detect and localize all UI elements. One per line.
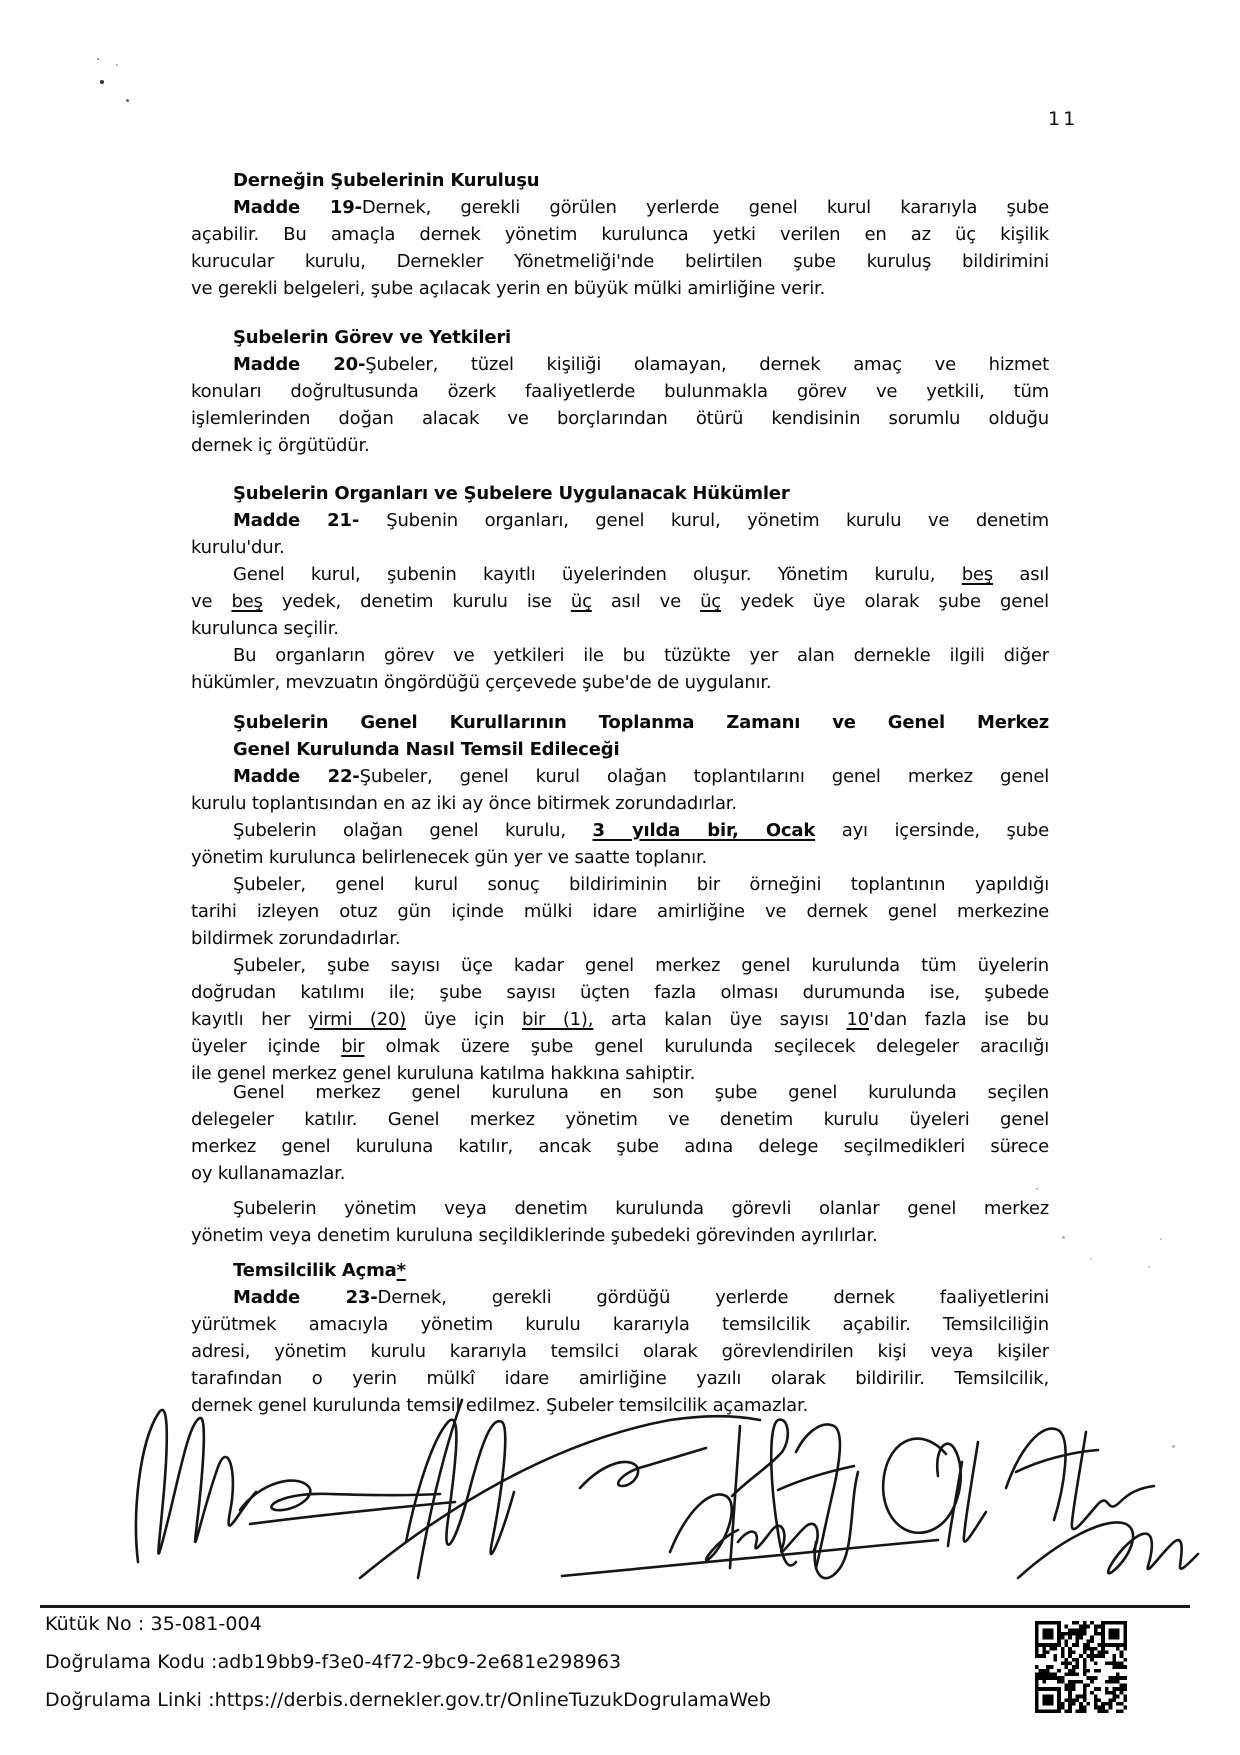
paragraph-gorevden-ayrilma: Şubelerin yönetim veya denetim kurulunda görevli olanlar genel merkez yönetim veya denetim kuruluna seçildiklerinde şubedeki görevinden ayrılırlar. [191, 1198, 1049, 1246]
scan-speck [116, 64, 118, 66]
signature-stroke [562, 1540, 938, 1576]
signature-stroke [670, 1494, 818, 1560]
paragraph-madde-23: Madde 23-Dernek, gerekli gördüğü yerlerde dernek faaliyetlerini yürütmek amacıyla yönetim kurulu kararıyla temsilcilik açabilir. Temsilciliğin adresi, yönetim kurulu kararıyla temsilci olarak görevlendirilen kişi veya kişiler tarafından o yerin mülkî idare amirliğine yazılı olarak bildirilir. Temsilcilik, dernek genel kurulunda temsil edilmez. Şubeler temsilcilik açamazlar. [191, 1287, 1049, 1416]
signature-stroke [406, 1400, 514, 1578]
footer-divider [40, 1605, 1190, 1608]
scan-speck [1090, 1258, 1092, 1260]
paragraph-genel-kurul-uyeler: Genel kurul, şubenin kayıtlı üyelerinden oluşur. Yönetim kurulu, beş asıl ve beş yedek, denetim kurulu ise üç asıl ve üç yedek üye olarak şube genel kurulunca seçilir. [191, 564, 1049, 639]
scan-speck [100, 80, 104, 84]
paragraph-delege-hesabi: Şubeler, şube sayısı üçe kadar genel merkez genel kurulunda tüm üyelerin doğrudan katılımı ile; şube sayısı üçten fazla olması durumunda ise, şubede kayıtlı her yirmi (20) üye için bir (1), arta kalan üye sayısı 10'dan fazla ise bu üyeler içinde bir olmak üzere şube genel kurulunda seçilecek delegeler aracılığı ile genel merkez genel kuruluna katılma hakkına sahiptir. [191, 955, 1049, 1084]
heading-subelerin-genel-kurullari: Şubelerin Genel Kurullarının Toplanma Zamanı ve Genel Merkez Genel Kurulunda Nasıl Temsil Edileceği [233, 712, 1049, 760]
footer-dogrulama-linki: Doğrulama Linki :https://derbis.dernekler.gov.tr/OnlineTuzukDogrulamaWeb [45, 1689, 771, 1711]
heading-subelerin-organlari: Şubelerin Organları ve Şubelere Uygulanacak Hükümler [233, 483, 790, 504]
paragraph-madde-20: Madde 20-Şubeler, tüzel kişiliği olamayan, dernek amaç ve hizmet konuları doğrultusunda özerk faaliyetlerde bulunmakla görev ve yetkili, tüm işlemlerinden doğan alacak ve borçlarından ötürü kendisinin sorumlu olduğu dernek iç örgütüdür. [191, 354, 1049, 456]
scan-speck [1160, 1238, 1162, 1240]
signatures-block [110, 1392, 1210, 1592]
paragraph-madde-19: Madde 19-Dernek, gerekli görülen yerlerde genel kurul kararıyla şube açabilir. Bu amaçla dernek yönetim kurulunca yetki verilen en az üç kişilik kurucular kurulu, Dernekler Yönetmeliği'nde belirtilen şube kuruluş bildirimini ve gerekli belgeleri, şube açılacak yerin en büyük mülki amirliğine verir. [191, 197, 1049, 299]
document-body [191, 167, 1049, 1419]
scan-speck [1172, 1445, 1175, 1448]
paragraph-sonuc-bildirimi: Şubeler, genel kurul sonuç bildiriminin bir örneğini toplantının yapıldığı tarihi izleyen otuz gün içinde mülki idare amirliğine ve dernek genel merkezine bildirmek zorundadırlar. [191, 874, 1049, 949]
signature-stroke [360, 1416, 760, 1578]
heading-temsilcilik-acma: Temsilcilik Açma* [233, 1260, 406, 1281]
scan-speck [1148, 1266, 1150, 1268]
signature-stroke [136, 1410, 256, 1562]
signature-stroke [240, 1481, 440, 1511]
paragraph-madde-21: Madde 21- Şubenin organları, genel kurul, yönetim kurulu ve denetim kurulu'dur. [191, 510, 1049, 558]
signature-stroke [250, 1502, 455, 1524]
signature-stroke [815, 1472, 858, 1578]
signature-stroke [1006, 1429, 1154, 1530]
paragraph-bu-organlarin: Bu organların görev ve yetkileri ile bu tüzükte yer alan dernekle ilgili diğer hükümler, mevzuatın öngördüğü çerçevede şube'de de uygulanır. [191, 645, 1049, 693]
heading-dernegin-subelerinin-kurulusu: Derneğin Şubelerinin Kuruluşu [233, 170, 540, 191]
scan-speck [1036, 1188, 1038, 1190]
scan-speck [1010, 1146, 1013, 1149]
signature-stroke [883, 1439, 986, 1546]
paragraph-olagan-genel-kurul: Şubelerin olağan genel kurulu, 3 yılda bir, Ocak ayı içersinde, şube yönetim kurulunca belirlenecek gün yer ve saatte toplanır. [191, 820, 1049, 868]
heading-subelerin-gorev-ve-yetkileri: Şubelerin Görev ve Yetkileri [233, 327, 511, 348]
page-number: 11 [1048, 108, 1079, 130]
scan-speck [126, 99, 129, 102]
signature-stroke [778, 1424, 854, 1568]
footer-dogrulama-kodu: Doğrulama Kodu :adb19bb9-f3e0-4f72-9bc9-2e681e298963 [45, 1651, 622, 1673]
paragraph-madde-22: Madde 22-Şubeler, genel kurul olağan toplantılarını genel merkez genel kurulu toplantısından en az iki ay önce bitirmek zorundadırlar. [191, 766, 1049, 814]
qr-code [1035, 1621, 1127, 1713]
scan-speck [97, 58, 99, 60]
signature-stroke [730, 1420, 796, 1568]
signature-stroke [580, 1448, 706, 1488]
scan-speck [1062, 1236, 1065, 1239]
signature-stroke [1018, 1522, 1198, 1578]
footer-kutuk-no: Kütük No : 35-081-004 [45, 1613, 262, 1635]
paragraph-delegeler-katilir: Genel merkez genel kuruluna en son şube genel kurulunda seçilen delegeler katılır. Genel merkez yönetim ve denetim kurulu üyeleri genel merkez genel kuruluna katılır, ancak şube adına delege seçilmedikleri sürece oy kullanamazlar. [191, 1082, 1049, 1184]
